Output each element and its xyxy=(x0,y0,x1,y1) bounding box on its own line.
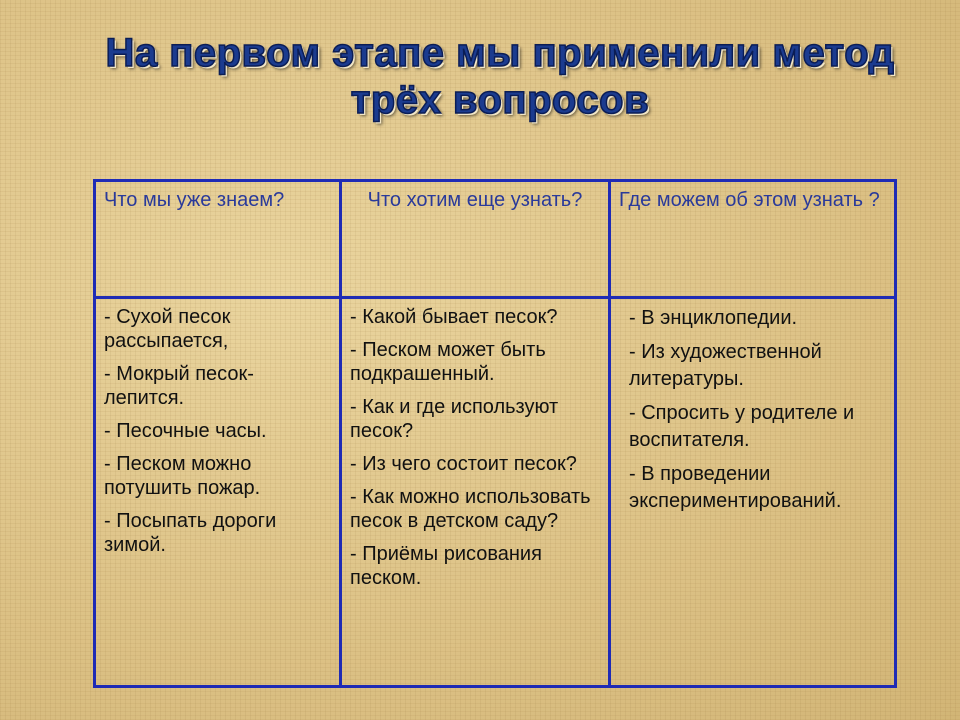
want-item: - Как можно использовать песок в детском саду? xyxy=(350,486,591,532)
sources-column xyxy=(611,299,894,685)
source-item: - Спросить у родителе и воспитателя. xyxy=(629,402,855,451)
three-questions-table xyxy=(93,179,897,688)
want-to-know-column xyxy=(342,299,611,685)
want-item: - Как и где используют песок? xyxy=(350,396,559,442)
table-header-row xyxy=(96,182,894,299)
title-line-2: трёх вопросов xyxy=(350,78,650,122)
want-item: - Песком может быть подкрашенный. xyxy=(350,339,546,385)
header-want-to-know-text: Что хотим еще узнать? xyxy=(367,189,583,211)
header-sources xyxy=(611,182,894,296)
source-item: - В энциклопедии. xyxy=(629,307,798,329)
want-item: - Из чего состоит песок? xyxy=(350,453,577,475)
header-known-text: Что мы уже знаем? xyxy=(104,189,285,211)
known-item: - Сухой песок рассыпается, xyxy=(104,306,231,352)
header-known xyxy=(96,182,342,296)
page-title xyxy=(0,30,960,124)
header-sources-text: Где можем об этом узнать ? xyxy=(619,189,880,211)
want-item: - Приёмы рисования песком. xyxy=(350,543,542,589)
header-want-to-know xyxy=(342,182,611,296)
table-body-row xyxy=(96,299,894,685)
source-item: - Из художественной литературы. xyxy=(629,341,822,390)
known-item: - Мокрый песок-лепится. xyxy=(104,363,254,409)
known-item: - Песком можно потушить пожар. xyxy=(104,453,261,499)
known-item: - Песочные часы. xyxy=(104,420,267,442)
known-column xyxy=(96,299,342,685)
want-item: - Какой бывает песок? xyxy=(350,306,558,328)
title-line-1: На первом этапе мы применили метод xyxy=(105,31,895,75)
source-item: - В проведении экспериментирований. xyxy=(629,463,842,512)
known-item: - Посыпать дороги зимой. xyxy=(104,510,277,556)
